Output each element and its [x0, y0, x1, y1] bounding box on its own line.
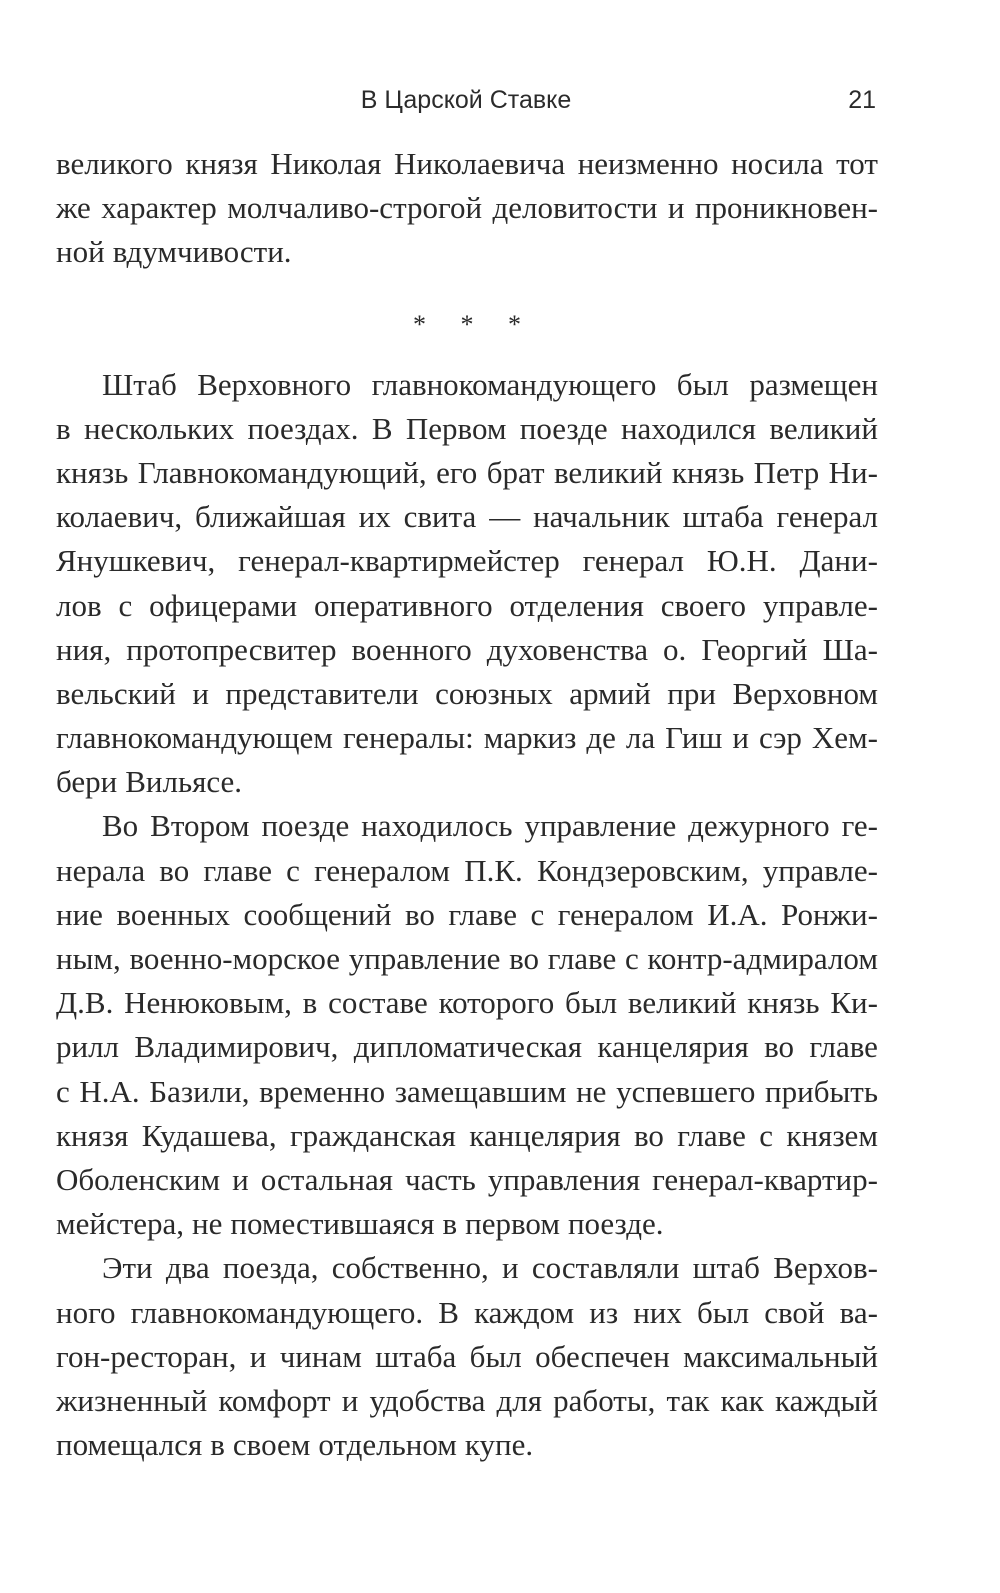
text-line: с Н.А. Базили, временно замещавшим не успевшего прибыть: [56, 1073, 878, 1109]
text-line: князь Главнокомандующий, его брат великий князь Петр Ни-: [56, 454, 878, 490]
text-line: бери Вильясе.: [56, 764, 242, 800]
text-line: помещался в своем отдельном купе.: [56, 1427, 534, 1463]
text-line: князя Кудашева, гражданская канцелярия во главе с князем: [56, 1117, 878, 1153]
text-line: ния, протопресвитер военного духовенства о. Георгий Ша-: [56, 631, 878, 667]
text-line: нерала во главе с генералом П.К. Кондзеровским, управле-: [56, 852, 878, 888]
text-line: ным, военно-морское управление во главе с контр-адмиралом: [56, 941, 878, 976]
paragraph: [56, 142, 878, 275]
text-line: Янушкевич, генерал-квартирмейстер генерал Ю.Н. Дани-: [56, 543, 878, 579]
text-line: вельский и представители союзных армий при Верховном: [56, 675, 878, 711]
text-line: колаевич, ближайшая их свита — начальник штаба генерал: [56, 499, 878, 535]
text-line: ние военных сообщений во главе с генералом И.А. Ронжи-: [56, 896, 878, 932]
text-line: главнокомандующем генералы: маркиз де ла Гиш и сэр Хем-: [56, 720, 878, 756]
paragraph: [56, 1246, 878, 1467]
running-header: [56, 86, 876, 126]
text-line: Эти два поезда, собственно, и составляли штаб Верхов-: [102, 1250, 878, 1286]
text-line: лов с офицерами оперативного отделения своего управле-: [56, 587, 878, 623]
paragraph: [56, 804, 878, 1246]
text-line: же характер молчаливо-строгой деловитости и проникновен-: [56, 190, 878, 226]
text-line: Оболенским и остальная часть управления генерал-квартир-: [56, 1161, 878, 1197]
paragraph: [56, 363, 878, 805]
text-line: мейстера, не поместившаяся в первом поезде.: [56, 1206, 664, 1242]
text-line: гон-ресторан, и чинам штаба был обеспечен максимальный: [56, 1338, 878, 1374]
text-line: ной вдумчивости.: [56, 234, 292, 270]
text-line: Д.В. Ненюковым, в составе которого был великий князь Ки-: [56, 985, 878, 1021]
text-line: рилл Владимирович, дипломатическая канцелярия во главе: [56, 1029, 878, 1065]
page-number: 21: [848, 86, 876, 114]
body-text: [56, 142, 878, 1467]
text-line: Штаб Верховного главнокомандующего был размещен: [102, 366, 878, 402]
text-line: жизненный комфорт и удобства для работы, так как каждый: [56, 1382, 878, 1418]
text-line: великого князя Николая Николаевича неизменно носила тот: [56, 146, 878, 181]
text-line: ного главнокомандующего. В каждом из них был свой ва-: [56, 1294, 878, 1330]
running-title: В Царской Ставке: [360, 86, 572, 114]
section-separator: * * *: [413, 309, 535, 339]
text-line: Во Втором поезде находилось управление дежурного ге-: [102, 808, 878, 844]
text-line: в нескольких поездах. В Первом поезде находился великий: [56, 410, 878, 446]
